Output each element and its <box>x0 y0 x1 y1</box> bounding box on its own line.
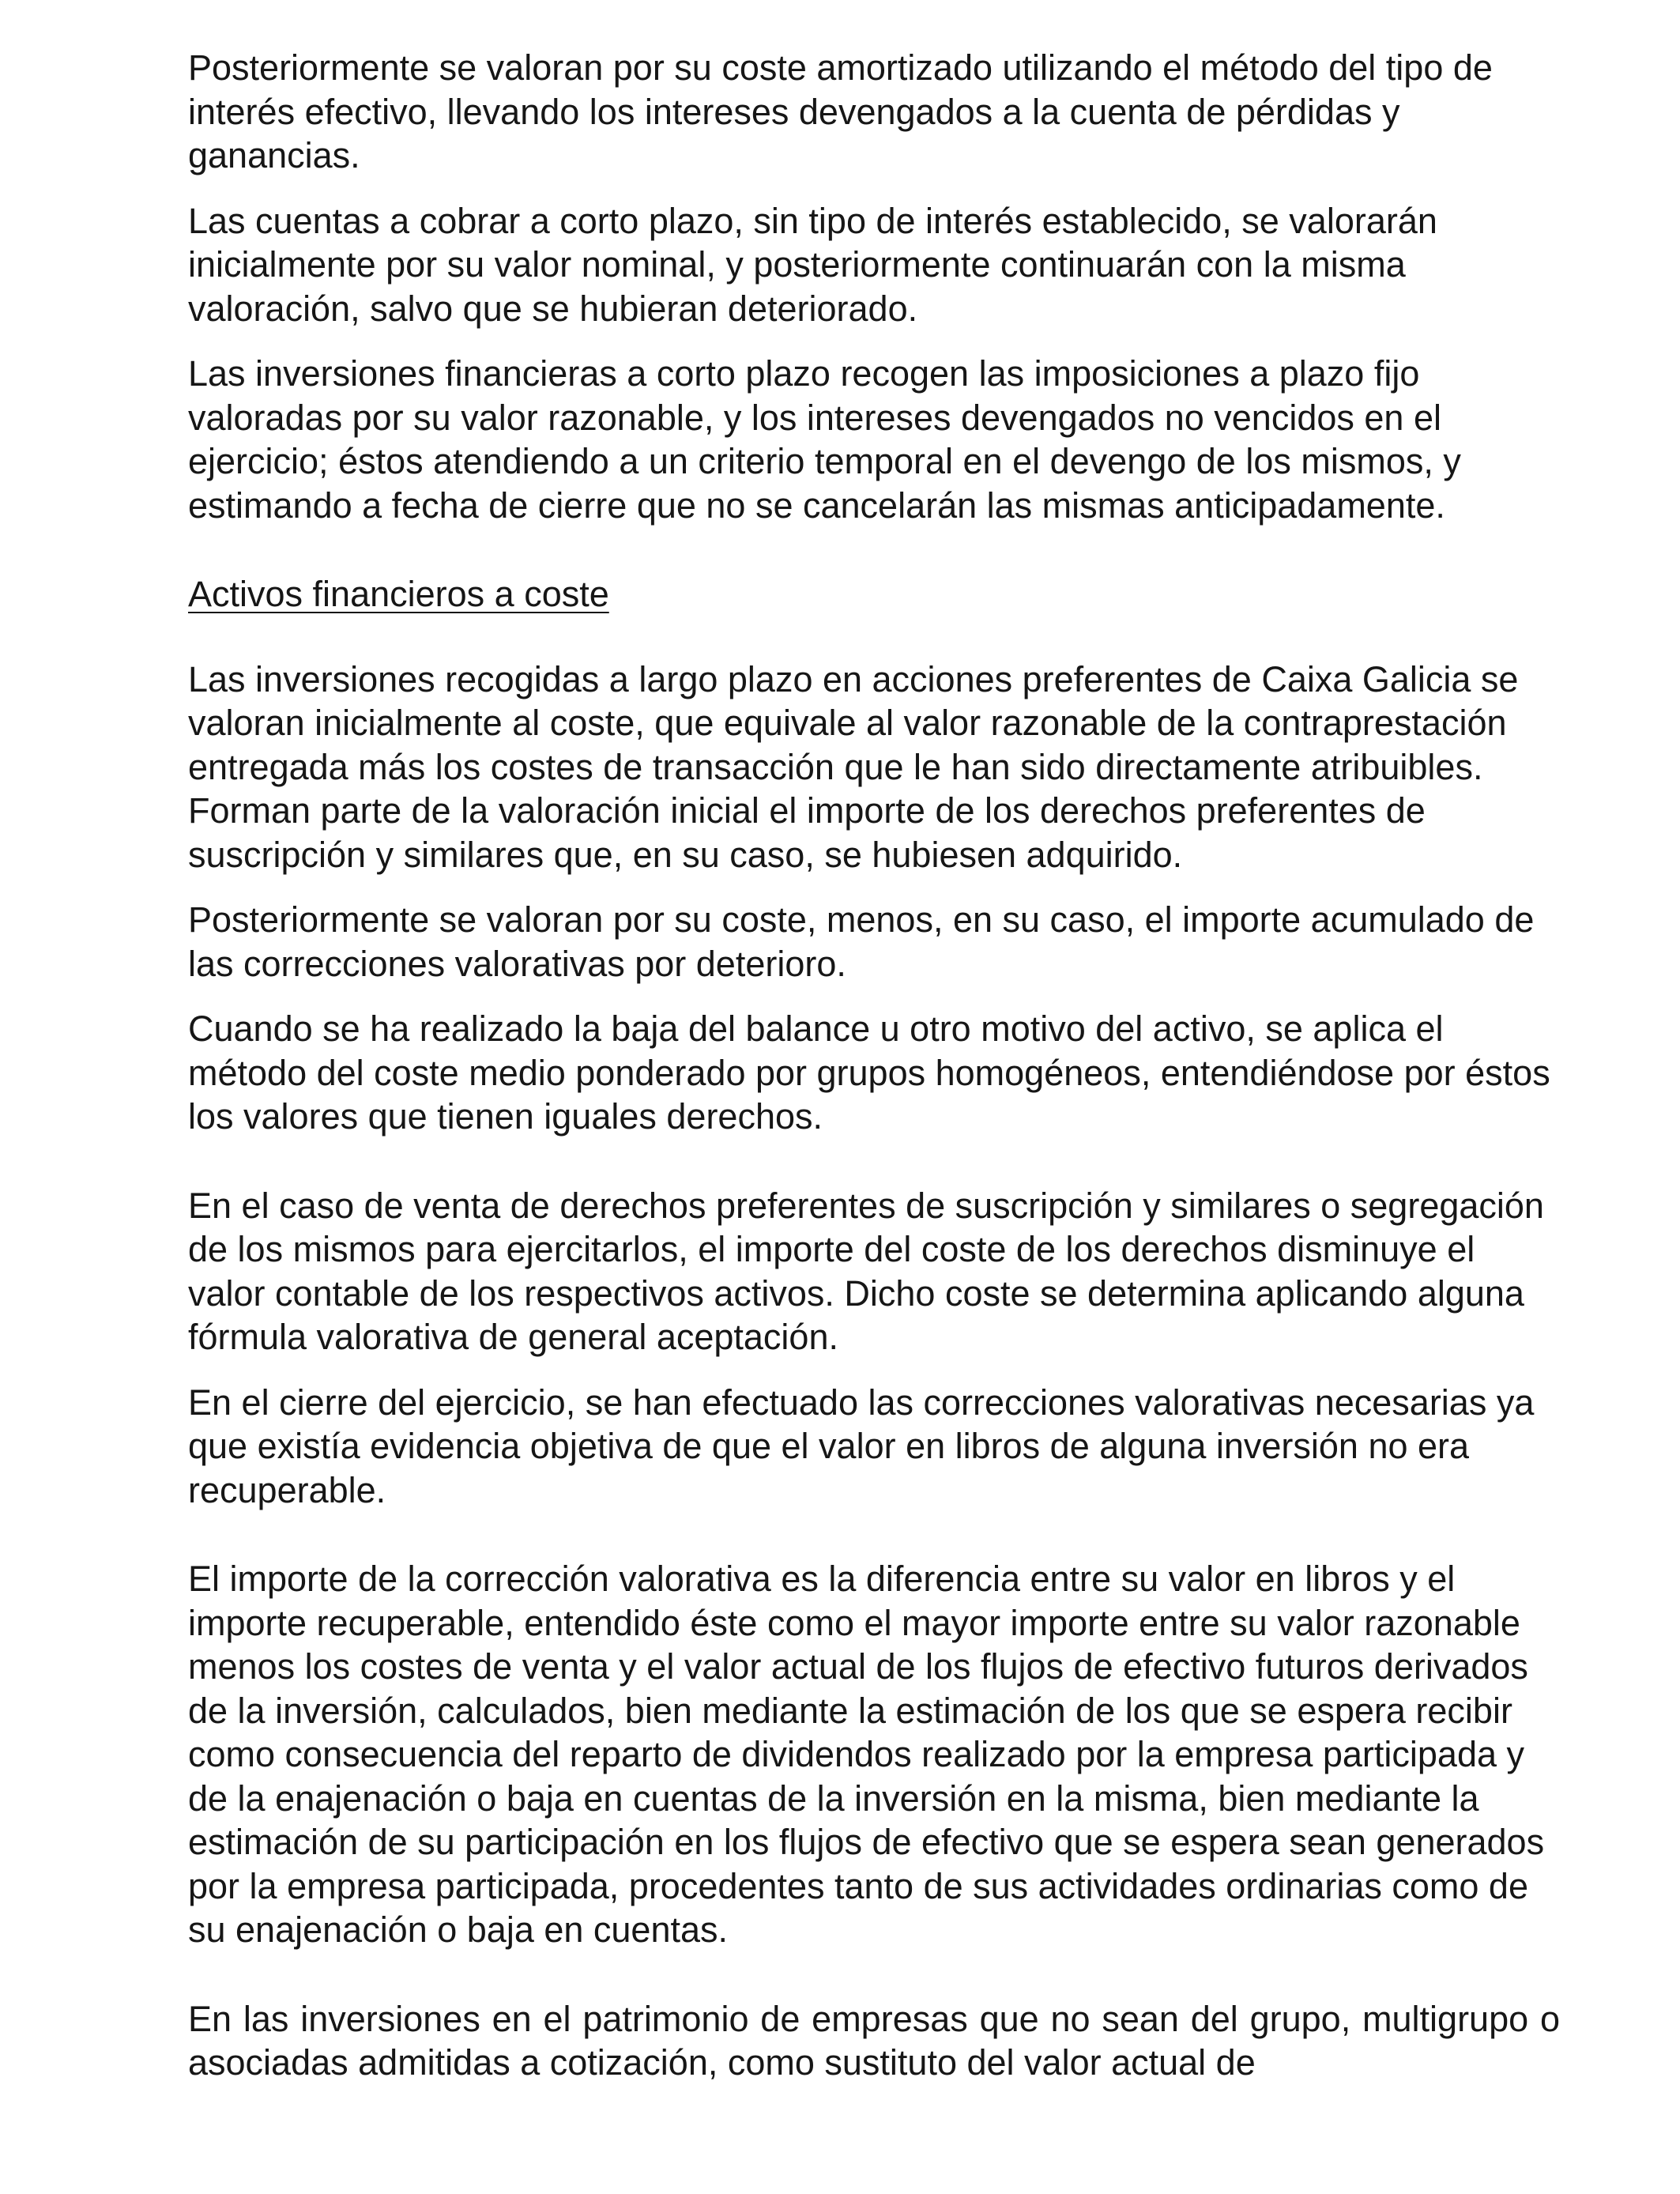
paragraph-preferred-shares: Las inversiones recogidas a largo plazo en acciones preferentes de Caixa Galicia se valoran inicialmente al coste, que equivale al valor razonable de la contraprestación entregada más los costes de transacción que le han sido directamente atribuibles. Forman parte de la valoración inicial el importe de los derechos preferentes de suscripción y similares que, en su caso, se hubiesen adquirido. <box>188 658 1519 875</box>
paragraph-amortized-cost: Posteriormente se valoran por su coste amortizado utilizando el método del tipo de interés efectivo, llevando los intereses devengados a la cuenta de pérdidas y ganancias. <box>188 47 1493 175</box>
spacer <box>188 1973 1560 1997</box>
spacer <box>188 1533 1560 1557</box>
spacer <box>188 616 1560 658</box>
paragraph-subsequent-valuation: Posteriormente se valoran por su coste, menos, en su caso, el importe acumulado de las correcciones valorativas por deterioro. <box>188 899 1535 984</box>
paragraph-short-term-investments: Las inversiones financieras a corto plazo recogen las imposiciones a plazo fijo valoradas por su valor razonable, y los intereses devengados no vencidos en el ejercicio; éstos atendiendo a un criterio temporal en el devengo de los mismos, y estimando a fecha de cierre que no se cancelarán las mismas anticipadamente. <box>188 353 1461 526</box>
paragraph-subscription-rights: En el caso de venta de derechos preferentes de suscripción y similares o segregación de los mismos para ejercitarlos, el importe del coste de los derechos disminuye el valor contable de los respectivos activos. Dicho coste se determina aplicando alguna fórmula valorativa de general aceptación. <box>188 1185 1544 1357</box>
paragraph-listed-equity: En las inversiones en el patrimonio de empresas que no sean del grupo, multigrupo o asociadas admitidas a cotización, como sustituto del valor actual de <box>188 1998 1560 2083</box>
spacer <box>188 548 1560 572</box>
paragraph-correction-amount: El importe de la corrección valorativa es la diferencia entre su valor en libros y el importe recuperable, entendido éste como el mayor importe entre su valor razonable menos los costes de venta y el valor actual de los flujos de efectivo futuros derivados de la inversión, calculados, bien mediante la estimación de los que se espera recibir como consecuencia del reparto de dividendos realizado por la empresa participada y de la enajenación o baja en cuentas de la inversión en la misma, bien mediante la estimación de su participación en los flujos de efectivo que se espera sean generados por la empresa participada, procedentes tanto de sus actividades ordinarias como de su enajenación o baja en cuentas. <box>188 1559 1545 1950</box>
document-body <box>188 46 1560 2106</box>
spacer <box>188 1160 1560 1184</box>
section-heading: Activos financieros a coste <box>188 574 609 614</box>
paragraph-weighted-average-cost: Cuando se ha realizado la baja del balance u otro motivo del activo, se aplica el método del coste medio ponderado por grupos homogéneos, entendiéndose por éstos los valores que tienen iguales derechos. <box>188 1008 1550 1137</box>
paragraph-short-term-receivables: Las cuentas a cobrar a corto plazo, sin tipo de interés establecido, se valorarán inicialmente por su valor nominal, y posteriormente continuarán con la misma valoración, salvo que se hubieran deteriorado. <box>188 200 1437 329</box>
paragraph-year-end-corrections: En el cierre del ejercicio, se han efectuado las correcciones valorativas necesarias ya que existía evidencia objetiva de que el valor en libros de alguna inversión no era recuperable. <box>188 1382 1535 1510</box>
